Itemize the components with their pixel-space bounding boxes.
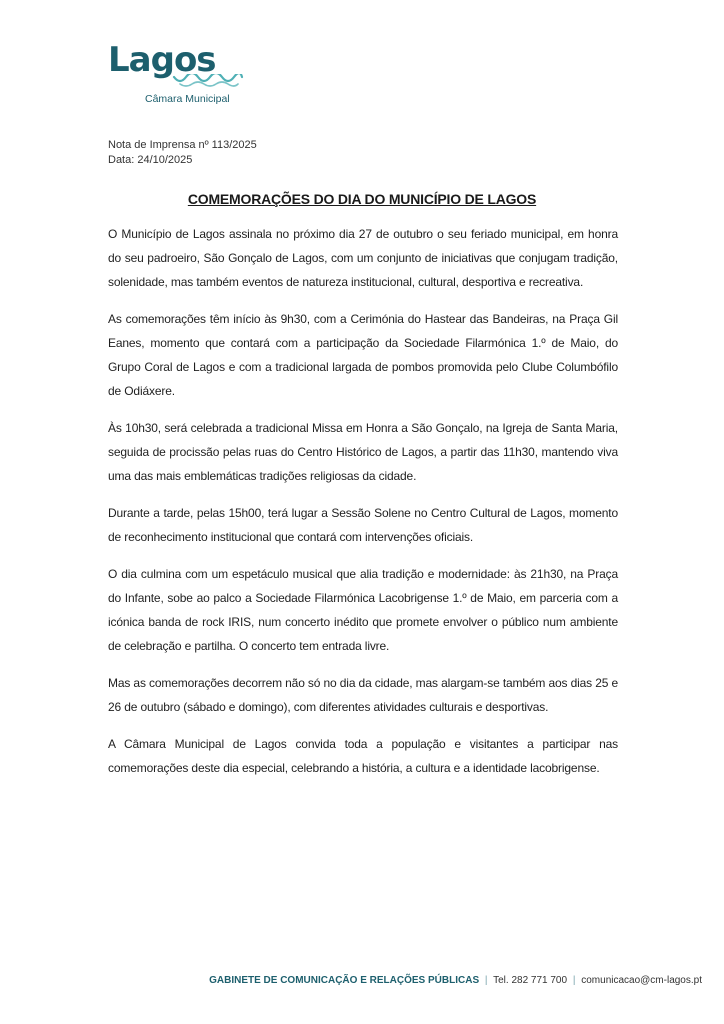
page-footer <box>0 975 702 986</box>
footer-phone: Tel. 282 771 700 <box>493 975 568 986</box>
press-release-number: Nota de Imprensa nº 113/2025 <box>108 139 257 151</box>
footer-email: comunicacao@cm-lagos.pt <box>581 975 702 986</box>
footer-separator: | <box>484 975 488 986</box>
logo-wordmark: Lagos <box>108 40 216 80</box>
press-release-date: Data: 24/10/2025 <box>108 154 193 166</box>
municipality-logo <box>108 40 248 110</box>
footer-department: GABINETE DE COMUNICAÇÃO E RELAÇÕES PÚBLICAS <box>209 975 480 986</box>
press-release-meta <box>108 138 257 168</box>
waves-icon <box>172 74 244 88</box>
paragraph: As comemorações têm início às 9h30, com a Cerimónia do Hastear das Bandeiras, na Praça Gil Eanes, momento que contará com a participação da Sociedade Filarmónica 1.º de Maio, do Grupo Coral de Lagos e com a tradicional largada de pombos promovida pelo Clube Columbófilo de Odiáxere. <box>108 312 618 398</box>
paragraph: Durante a tarde, pelas 15h00, terá lugar a Sessão Solene no Centro Cultural de Lagos, momento de reconhecimento institucional que contará com intervenções oficiais. <box>108 506 618 544</box>
paragraph: A Câmara Municipal de Lagos convida toda a população e visitantes a participar nas comemorações deste dia especial, celebrando a história, a cultura e a identidade lacobrigense. <box>108 737 618 775</box>
logo-subtitle: Câmara Municipal <box>145 93 230 105</box>
article-body <box>108 222 618 793</box>
paragraph: Às 10h30, será celebrada a tradicional Missa em Honra a São Gonçalo, na Igreja de Santa Maria, seguida de procissão pelas ruas do Centro Histórico de Lagos, a partir das 11h30, mantendo viva uma das mais emblemáticas tradições religiosas da cidade. <box>108 421 618 483</box>
paragraph: O dia culmina com um espetáculo musical que alia tradição e modernidade: às 21h30, na Praça do Infante, sobe ao palco a Sociedade Filarmónica Lacobrigense 1.º de Maio, em parceria com a icónica banda de rock IRIS, num concerto inédito que promete envolver o público num ambiente de celebração e partilha. O concerto tem entrada livre. <box>108 567 618 653</box>
paragraph: O Município de Lagos assinala no próximo dia 27 de outubro o seu feriado municipal, em honra do seu padroeiro, São Gonçalo de Lagos, com um conjunto de iniciativas que conjugam tradição, solenidade, mas também eventos de natureza institucional, cultural, desportiva e recreativa. <box>108 227 618 289</box>
paragraph: Mas as comemorações decorrem não só no dia da cidade, mas alargam-se também aos dias 25 e 26 de outubro (sábado e domingo), com diferentes atividades culturais e desportivas. <box>108 676 618 714</box>
footer-separator: | <box>572 975 576 986</box>
page-title: COMEMORAÇÕES DO DIA DO MUNICÍPIO DE LAGOS <box>187 191 537 207</box>
